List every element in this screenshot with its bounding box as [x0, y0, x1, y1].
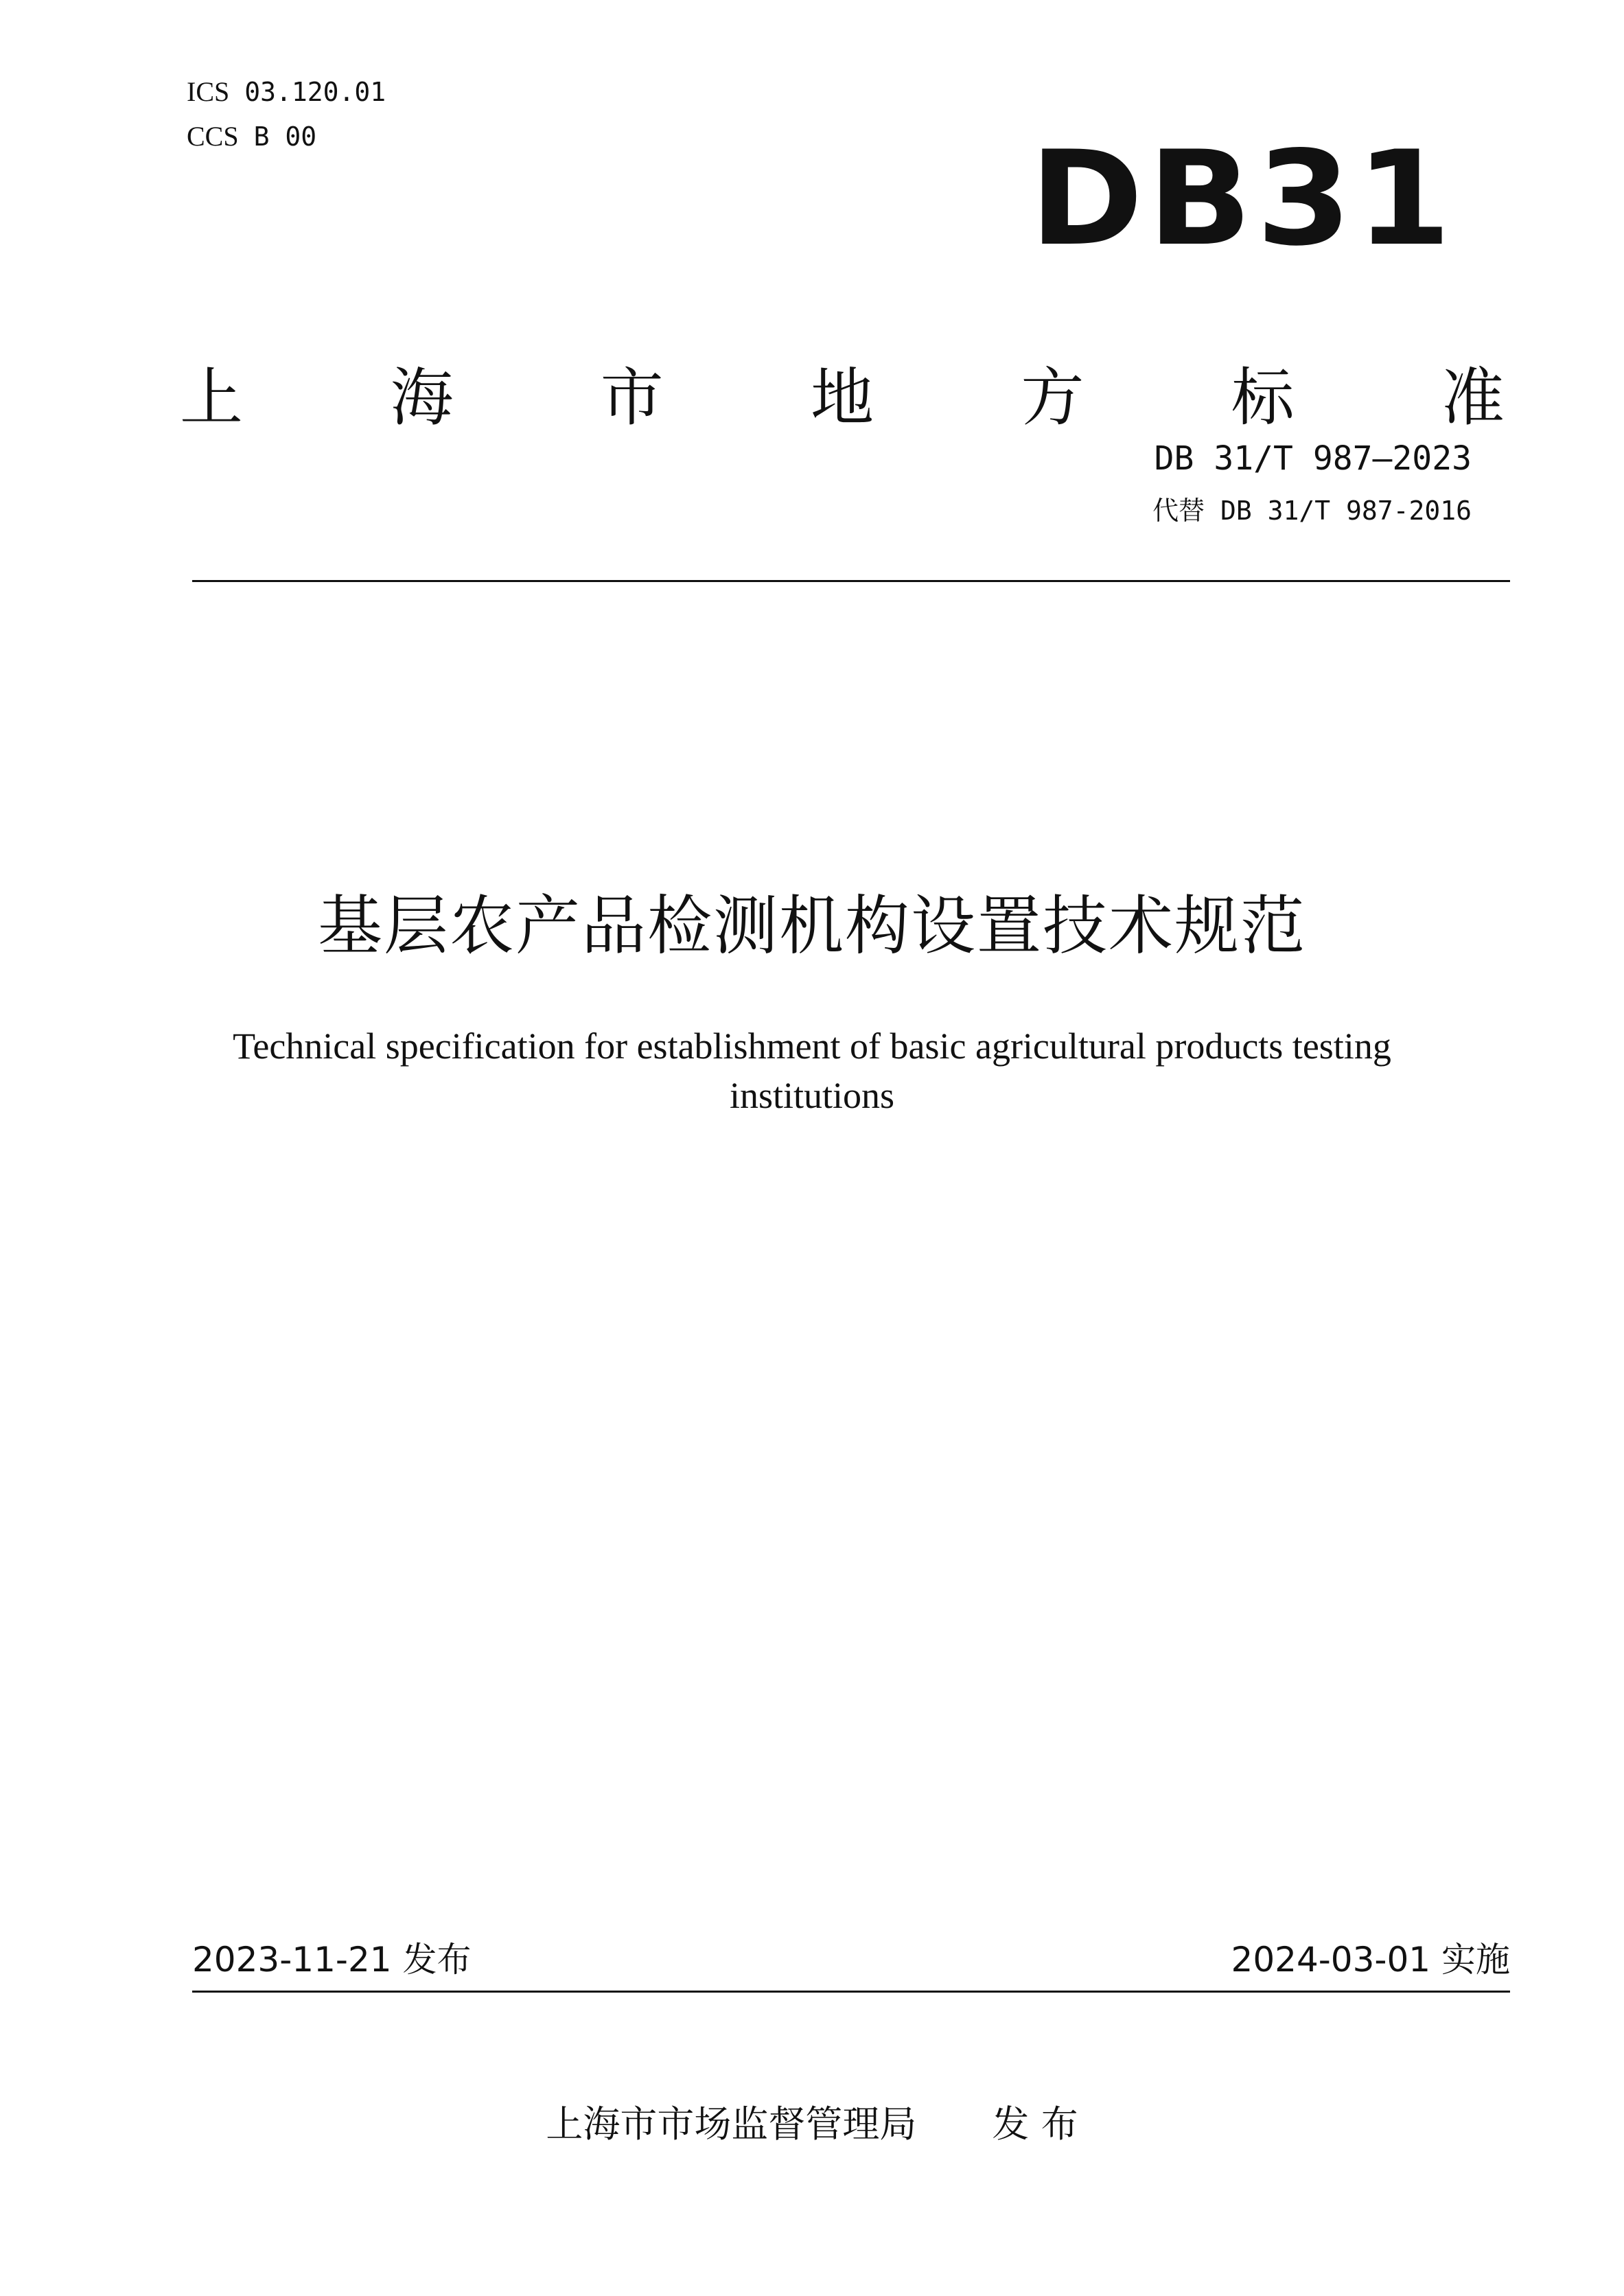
- issuer-line: [0, 2097, 1624, 2152]
- implementation-date: 2024-03-01 实施: [1231, 1940, 1510, 1980]
- standard-type-char: 准: [1441, 361, 1505, 434]
- bottom-divider: [192, 1991, 1510, 1993]
- standard-number: DB 31/T 987—2023: [1154, 439, 1472, 478]
- standard-type-heading: [180, 357, 1505, 439]
- ics-label: ICS: [187, 76, 230, 107]
- replaces-standard: 代替 DB 31/T 987-2016: [1152, 496, 1472, 526]
- ccs-classification: [187, 120, 316, 153]
- issue-date: 2023-11-21 发布: [192, 1940, 472, 1980]
- ccs-label: CCS: [187, 121, 239, 152]
- issuer-name: 上海市市场监督管理局: [546, 2102, 917, 2146]
- title-english: Technical specification for establishment of basic agricultural products testing institutions: [233, 1025, 1391, 1116]
- standard-mark: DB31: [1030, 123, 1456, 275]
- standard-type-char: 上: [180, 361, 244, 434]
- ccs-code: B 00: [253, 121, 317, 152]
- standard-type-char: 方: [1021, 361, 1084, 434]
- top-divider: [192, 580, 1510, 582]
- ics-code: 03.120.01: [244, 77, 386, 107]
- title-chinese: 基层农产品检测机构设置技术规范: [317, 889, 1306, 964]
- standard-type-char: 海: [390, 361, 454, 434]
- issuer-action: 发 布: [992, 2102, 1078, 2146]
- ics-classification: [187, 76, 386, 108]
- standard-type-char: 标: [1231, 361, 1295, 434]
- standard-type-char: 市: [600, 361, 664, 434]
- standard-type-char: 地: [810, 361, 874, 434]
